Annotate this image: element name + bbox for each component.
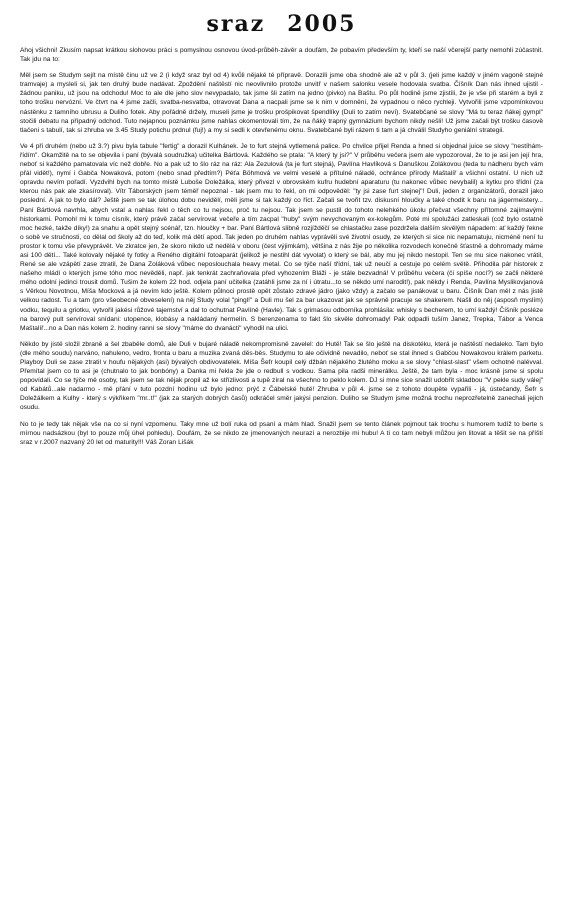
paragraph-intro: Ahoj všichni! Zkusím napsat krátkou slohovou práci s pomyslnou osnovou úvod-průběh-závěr a doufám, že pobavím především ty, kteří se naší včerejší party nemohli zúčastnit. Tak jdu na to: (20, 47, 543, 64)
paragraph-disco: Někdo by jistě složil zbraně a šel zbaběle domů, ale Duli v bujaré náladě nekompromisně zavelel: do Hutě! Tak se šlo ještě na diskotéku, která je naštěstí nedaleko. Tam bylo (dle mého soudu) narváno, nahuleno, vedro, fronta u baru a muzika zvaná děs-běs. Studymu to ale očividně nevadilo, neboť se stal ihned s Gabčou Nowakovou králem parketu. Playboy Duli se zase ztratil v houfu nějakých (asi) bývalých obdivovatelek. Míša Šefr koupil celý džbán nějakého žlutého moku a se slovy "chlast-slast" všem ochotně nalévval. Přemítal jsem co to asi je (chutnalo to jak bonbóny) a Danka mi řekla že jde o redbull s vodkou. Sama pila radši minerálku. Ještě, že tam byla - moc krásně jsme si spolu popovídali. Co se týče mě osoby, tak jsem se tak nějak propil až ke střízlivosti a tupě zíral na všechno to peklo kolem. DJ si mne sice snažil udobřit skladbou "V pekle sudy válej" od Kabátů...ale nadarmo - mě přání v tuto pozdní hodinu už bylo jedno: prýč z Čábelské hutě! Zhruba v půl 4. jsme se z tohoto doupěte vypařili - já, ústečandy, Šefr s Doležálkem a Kulhy - který s výkřikem "mr..t!" (jak za starých dobrých časů) odkráčel směr jakýsi penzion. Duliho se Studym jsme možná trochu neprozřetelně zanechali jejich osudu. (20, 340, 543, 412)
paragraph-evening: Ve 4 při druhém (nebo už 3.?) pivu byla tabule "fertig" a dorazil Kulhánek. Je to furt stejná vytlemená palice. Po chvilce přijel Renda a hned si objednal juice se slovy "nestíhám-řídím". Okamžitě na to se objevila i paní (bývalá soudružka) učitelka Bártlová. Každého se ptala: "A který ty jsi?" V průběhu večera jsem ale vypozoroval, že to je asi jen její hra, neboť si každého pamatovala víc než dobře. No a pak už to šlo ráz na ráz: Ala Zezulová (ta je furt stejná), Pavlína Havlíková s Danuškou Zolákovou (teda tu nádheru bych vám přál vidět!), nymí i Gabča Nowaková, potom (nebo snad předtím?) Péťa Böhmová ve velmi veselé a přítulné náladě, ochránce přírody Maštalíř a všichni ostatní. U nich už opravdu nevím pořadí. Vyzdvihl bych na tomto místě Luboše Doležálka, který přivezl v obrovském kufru hudební aparaturu (tu nakonec vůbec nevybalil) a kytku pro třídní (za kterou nás pak ale zkasíroval). Vítr Táborských jsem téměř nepoznal - tak jsem mu to řekl, on mi odpověděl: "ty jsi zase furt stejnej"! Duli, jeden z organizátorů, dorazil jako poslední. A jak to bylo dál? Ještě jsem se tak úlohou dobu nevidělí, měli jsme si tak každý co říct. Začali se tvořit tzv. diskusní hloučky a také chodit k baru na jágermeistery... Paní Bártlová navrhla, abych vstal a nahlas řekl o těch co tu nejsou, proč tu nejsou. Tak jsem se pustil do tohoto nelehkého úkolu přečvat všechny přítomné zajímavými historkami. Pomohl mi k tomu císník, který právě začal servírovat večeře a tím zacpal "huby" svým nevychovaným ex-kolegům. Poté mi spolužáci zatleskali (což bylo ostatně moc hezké, takže díky!) za snahu a opět stejný scénář, tzn. hloučky + bar. Paní Bártlová slibně rozjížděčí se chlastačku zase pozdržela dalším skvělým nápadem: ať každý řekne o sobě ve stručnosti, co dělal od školy až do teď, kolik má dětí apod. Tak jeden po druhém nahlas vyprávěli své životní osudy, ze kterých si sice nic nepamatuju, nicméně není tu prostor k tomu vše převyprávět. Ve zkratce jen, že skoro nikdo už nedělá v oboru (čest výjimkám), většina z nás žije po několika rozvodech konečně šťastně a dohromady máme asi 100 dětí... Také kolovaly nějaké ty fotky a Reného digitální fotoaparát (jelikož je nestihl dát vyvolat) o který se bál, aby mu jej nikdo nestopil. Ten se mu sice nakonec vrátil, René se ale vzápětí zase ztratil, že Dana Zoláková vůbec neposlouchala heavy metal. Co se týče naší třídní, tak už neučí a cestuje po celém světě. Přihodila pár historek z našeho mládí o kterých jsme tóho moc nevěděli, např. jak tenkrát zachraňovala před vyhozením Bláži - je stále bezvadná! V průběhu večera (či spíše nocí?) se začli některé mého odolní jedinci trousit domů. Tušim že kolem 22 hod. odjela paní učitelka (zatáhli jsme za ní i útratu...to se někdo umí narodit!), pak někdy i Renda, Pavlína Myslikovjanová s Věrkou Novotnou, Míša Mocková a já nevím kdo ještě. Kolem půlnoci prostě opět zůstalo zdravé jádro (jako vždy) a začalo se panákovat u baru. Číšník Dan měl z nás jistě velkou radost. Tu a tam (pro všeobecné obveselení) na něj Study volal "pingl!" a Duli mu šel za bar ukazovat jak se správně pracuje se shakerem. Našli do něj (asposň myslím) vodku, tequilu a griotku, vytvořil jakési růžové tajemství a dal to ochutnat Pavlíně (Havle). Tak s grimasou odborníka prohlásila: whisky s becherem, to umí každý! Číšník posléze na barový pult servíroval snídani: utopence, klobásy a nakládaný hermelín. S berenzenama to fakt šlo skvěle dohromady! Pak odpadli tuším Janez, Trepka, Tábor a Venca Maštalíř...no a Dan nás kolem 2. hodiny ranní se slovy "máme do dvanácti" vyhodil na ulici. (20, 142, 543, 332)
paragraph-preparation: Měl jsem se Studym sejít na místě činu už ve 2 (i když sraz byl od 4) kvůli nějaké té přípravě. Dorazili jsme oba shodně ale až v půl 3. (jeli jsme každý v jiném vagoně stejné tramvaje) a mysleli si, jak ten druhý bude nadávat. Zpoždění naštěstí nic neovlivnilo protože unvitř v našem salonku vesele hodovala svatba. Číšník Dan nás ihned ujistil - žádnou paniku, už jsou na odchodu! Moc to ale dle jeho slov nevypadalo, tak jsme šli zatím na jedno (pivko) na Baštu. Po půl hodině jsme zjistili, že je vše při starém a byli z toho trošku nervózní. Ve čtvrt na 4 jsme začli, svatba-nesvatba, otravovat Dana a nacpali jsme se k nim v domnění, že vypadnou o něco rychleji. Vytvořili jsme vzpomínkovou nástěnku z tamního ubrusu a Duliho fotek. Aby pořádně držely, museli jsme je trošku prošpikovat špendlíky (Duli to zatím neví). Svatebčané se slovy "Má tu teraz ňákej gympl" stočili debatu na případný odchod. Tuto nejapnou poznámku jsme nahlas okomentovali tím, že na ňáký trapný gymnázium bychom nikdy nešli! Už jsme začali být trošku časově tlačeni s tabulí, tak si zhruba ve 3.45 Study potichu prdnul (fuj!) a my si sedli k otevřenému oknu. Svatebčané byli rázem ti tam a já chválil Studyho geniální strategii. (20, 72, 543, 134)
title-year: 2005 (287, 11, 357, 37)
page-title (20, 10, 543, 38)
paragraph-closing: No to je tedy tak nějak vše na co si nyní vzpomenu. Taky mne už bolí ruka od psaní a mám hlad. Snažil jsem se tento článek pojmout tak trochu s humorem tudíž to berte s mírnou nadsázkou (byl to pouze můj úhel pohledu). Doufám, že se nikdo ze jmenovaných neurazí a nerozbije mi hubu! A ti co tam nebyli můžou jen litovat a těšit se na příští sraz v r.2007 nazvaný 20 let od maturity!!! Váš Zoran Lišák (20, 420, 543, 446)
title-word: sraz (206, 11, 266, 37)
